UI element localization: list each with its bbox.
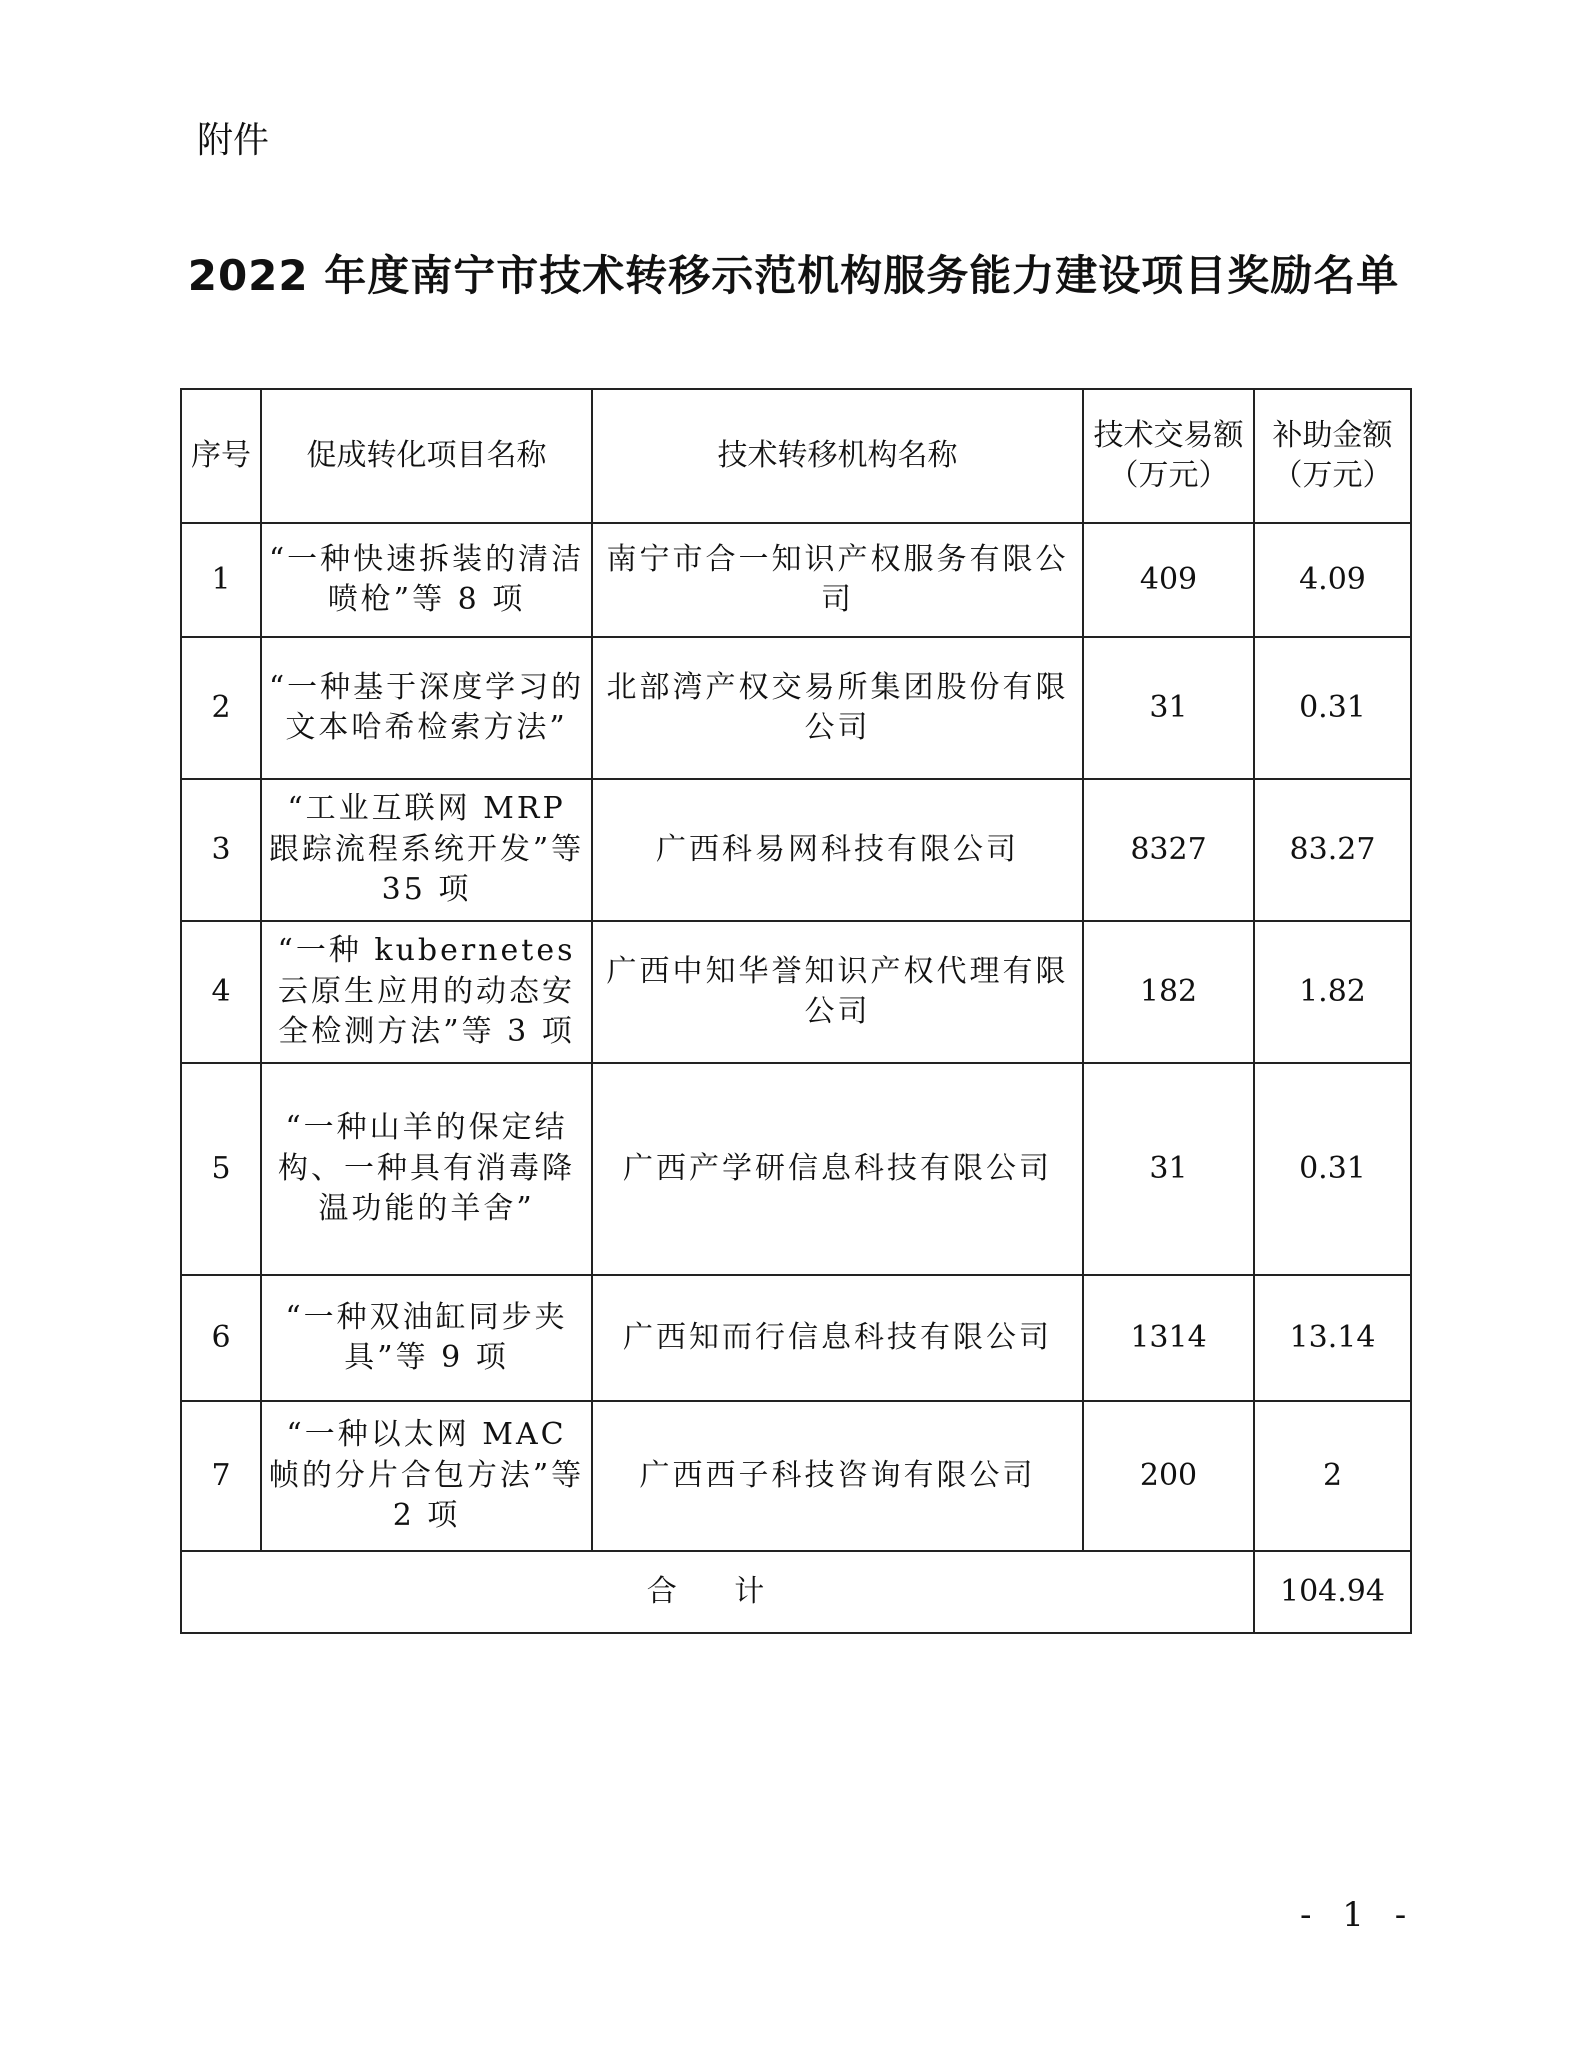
cell-amount: 200 bbox=[1083, 1401, 1254, 1551]
cell-amount: 409 bbox=[1083, 523, 1254, 637]
header-subsidy-unit: （万元） bbox=[1272, 458, 1393, 493]
header-project: 促成转化项目名称 bbox=[261, 389, 592, 523]
table-row bbox=[181, 1275, 1411, 1401]
table-row bbox=[181, 523, 1411, 637]
cell-subsidy: 0.31 bbox=[1254, 1063, 1411, 1275]
cell-subsidy: 4.09 bbox=[1254, 523, 1411, 637]
cell-seq: 1 bbox=[181, 523, 261, 637]
table-total-row bbox=[181, 1551, 1411, 1633]
cell-seq: 7 bbox=[181, 1401, 261, 1551]
table-header-row bbox=[181, 389, 1411, 523]
cell-org: 广西科易网科技有限公司 bbox=[592, 779, 1083, 921]
award-table bbox=[180, 388, 1412, 1634]
cell-org: 南宁市合一知识产权服务有限公司 bbox=[592, 523, 1083, 637]
table-row bbox=[181, 1401, 1411, 1551]
table-row bbox=[181, 779, 1411, 921]
cell-org: 广西中知华誉知识产权代理有限公司 bbox=[592, 921, 1083, 1063]
cell-amount: 8327 bbox=[1083, 779, 1254, 921]
cell-seq: 5 bbox=[181, 1063, 261, 1275]
cell-subsidy: 0.31 bbox=[1254, 637, 1411, 779]
cell-subsidy: 13.14 bbox=[1254, 1275, 1411, 1401]
cell-seq: 4 bbox=[181, 921, 261, 1063]
cell-project: “一种 kubernetes 云原生应用的动态安全检测方法”等 3 项 bbox=[261, 921, 592, 1063]
attachment-label: 附件 bbox=[197, 120, 270, 161]
cell-org: 广西西子科技咨询有限公司 bbox=[592, 1401, 1083, 1551]
cell-org: 广西知而行信息科技有限公司 bbox=[592, 1275, 1083, 1401]
total-label bbox=[181, 1551, 1254, 1633]
cell-project: “一种山羊的保定结构、一种具有消毒降温功能的羊舍” bbox=[261, 1063, 592, 1275]
cell-project: “一种快速拆装的清洁喷枪”等 8 项 bbox=[261, 523, 592, 637]
cell-amount: 182 bbox=[1083, 921, 1254, 1063]
header-amount-title: 技术交易额 bbox=[1093, 417, 1244, 453]
cell-project: “一种以太网 MAC 帧的分片合包方法”等 2 项 bbox=[261, 1401, 592, 1551]
total-value: 104.94 bbox=[1254, 1551, 1411, 1633]
cell-project: “一种双油缸同步夹具”等 9 项 bbox=[261, 1275, 592, 1401]
cell-seq: 2 bbox=[181, 637, 261, 779]
table-row bbox=[181, 1063, 1411, 1275]
cell-subsidy: 83.27 bbox=[1254, 779, 1411, 921]
cell-amount: 31 bbox=[1083, 637, 1254, 779]
cell-subsidy: 2 bbox=[1254, 1401, 1411, 1551]
cell-org: 广西产学研信息科技有限公司 bbox=[592, 1063, 1083, 1275]
cell-project: “工业互联网 MRP 跟踪流程系统开发”等 35 项 bbox=[261, 779, 592, 921]
document-title: 2022 年度南宁市技术转移示范机构服务能力建设项目奖励名单 bbox=[187, 251, 1400, 300]
cell-seq: 3 bbox=[181, 779, 261, 921]
header-subsidy bbox=[1254, 389, 1411, 523]
table-row bbox=[181, 921, 1411, 1063]
cell-seq: 6 bbox=[181, 1275, 261, 1401]
total-label-text: 合 计 bbox=[646, 1573, 789, 1609]
table-row bbox=[181, 637, 1411, 779]
cell-amount: 1314 bbox=[1083, 1275, 1254, 1401]
cell-amount: 31 bbox=[1083, 1063, 1254, 1275]
header-org: 技术转移机构名称 bbox=[592, 389, 1083, 523]
header-seq: 序号 bbox=[181, 389, 261, 523]
header-subsidy-title: 补助金额 bbox=[1272, 417, 1393, 453]
header-amount-unit: （万元） bbox=[1108, 458, 1229, 493]
cell-org: 北部湾产权交易所集团股份有限公司 bbox=[592, 637, 1083, 779]
page-number: - 1 - bbox=[1300, 1895, 1417, 1935]
cell-project: “一种基于深度学习的文本哈希检索方法” bbox=[261, 637, 592, 779]
header-amount bbox=[1083, 389, 1254, 523]
cell-subsidy: 1.82 bbox=[1254, 921, 1411, 1063]
